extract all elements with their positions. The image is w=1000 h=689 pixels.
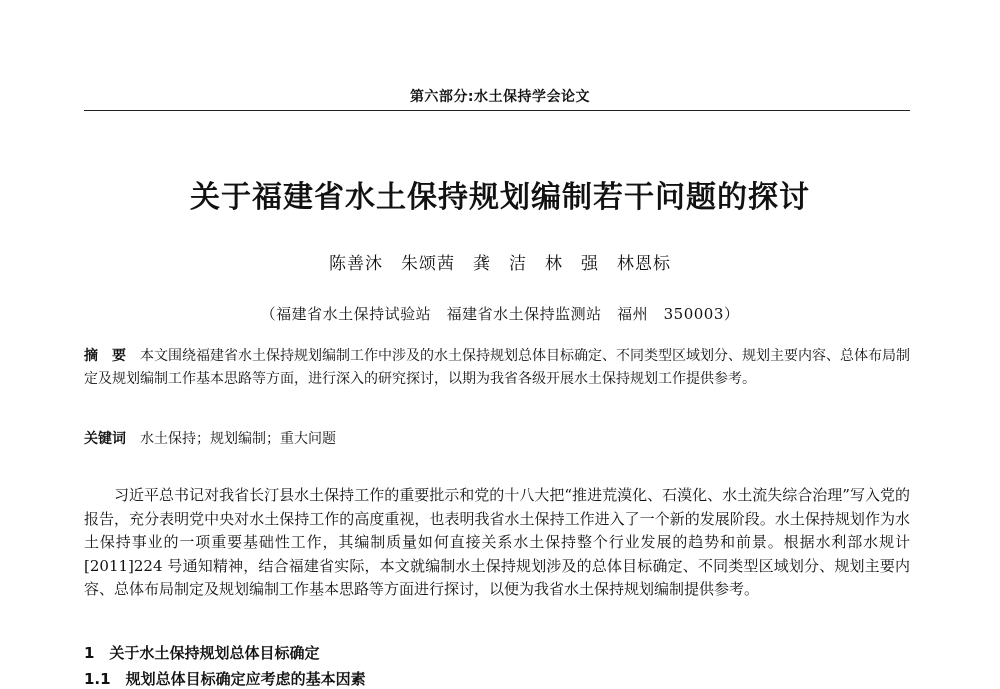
abstract: [84, 345, 910, 391]
keywords-text: 水土保持；规划编制；重大问题: [140, 431, 336, 447]
affiliation: （福建省水土保持试验站 福建省水土保持监测站 福州 350003）: [260, 305, 740, 323]
keywords: [84, 428, 910, 451]
paper-title: 关于福建省水土保持规划编制若干问题的探讨: [190, 180, 810, 215]
section-heading-1-1: 1.1 规划总体目标确定应考虑的基本因素: [84, 670, 366, 688]
header-rule: [84, 110, 910, 111]
abstract-label: 摘 要: [84, 348, 126, 364]
body-paragraph: 习近平总书记对我省长汀县水土保持工作的重要批示和党的十八大把“推进荒漠化、石漠化、水土流失综合治理”写入党的报告，充分表明党中央对水土保持工作的高度重视，也表明我省水土保持工作进入了一个新的发展阶段。水土保持规划作为水土保持事业的一项重要基础性工作，其编制质量如何直接关系水土保持整个行业发展的趋势和前景。根据水利部水规计[2011]224 号通知精神，结合福建省实际，本文就编制水土保持规划涉及的总体目标确定、不同类型区域划分、规划主要内容、总体布局制定及规划编制工作基本思路等方面进行探讨，以便为我省水土保持规划编制提供参考。: [84, 486, 910, 598]
author-list: 陈善沐 朱颂茜 龚 洁 林 强 林恩标: [329, 254, 671, 274]
keywords-label: 关键词: [84, 431, 126, 447]
running-header: 第六部分:水土保持学会论文: [409, 89, 591, 105]
abstract-text: 本文围绕福建省水土保持规划编制工作中涉及的水土保持规划总体目标确定、不同类型区域划分、规划主要内容、总体布局制定及规划编制工作基本思路等方面，进行深入的研究探讨，以期为我省各级开展水土保持规划工作提供参考。: [84, 348, 910, 387]
section-heading-1: 1 关于水土保持规划总体目标确定: [84, 644, 320, 662]
